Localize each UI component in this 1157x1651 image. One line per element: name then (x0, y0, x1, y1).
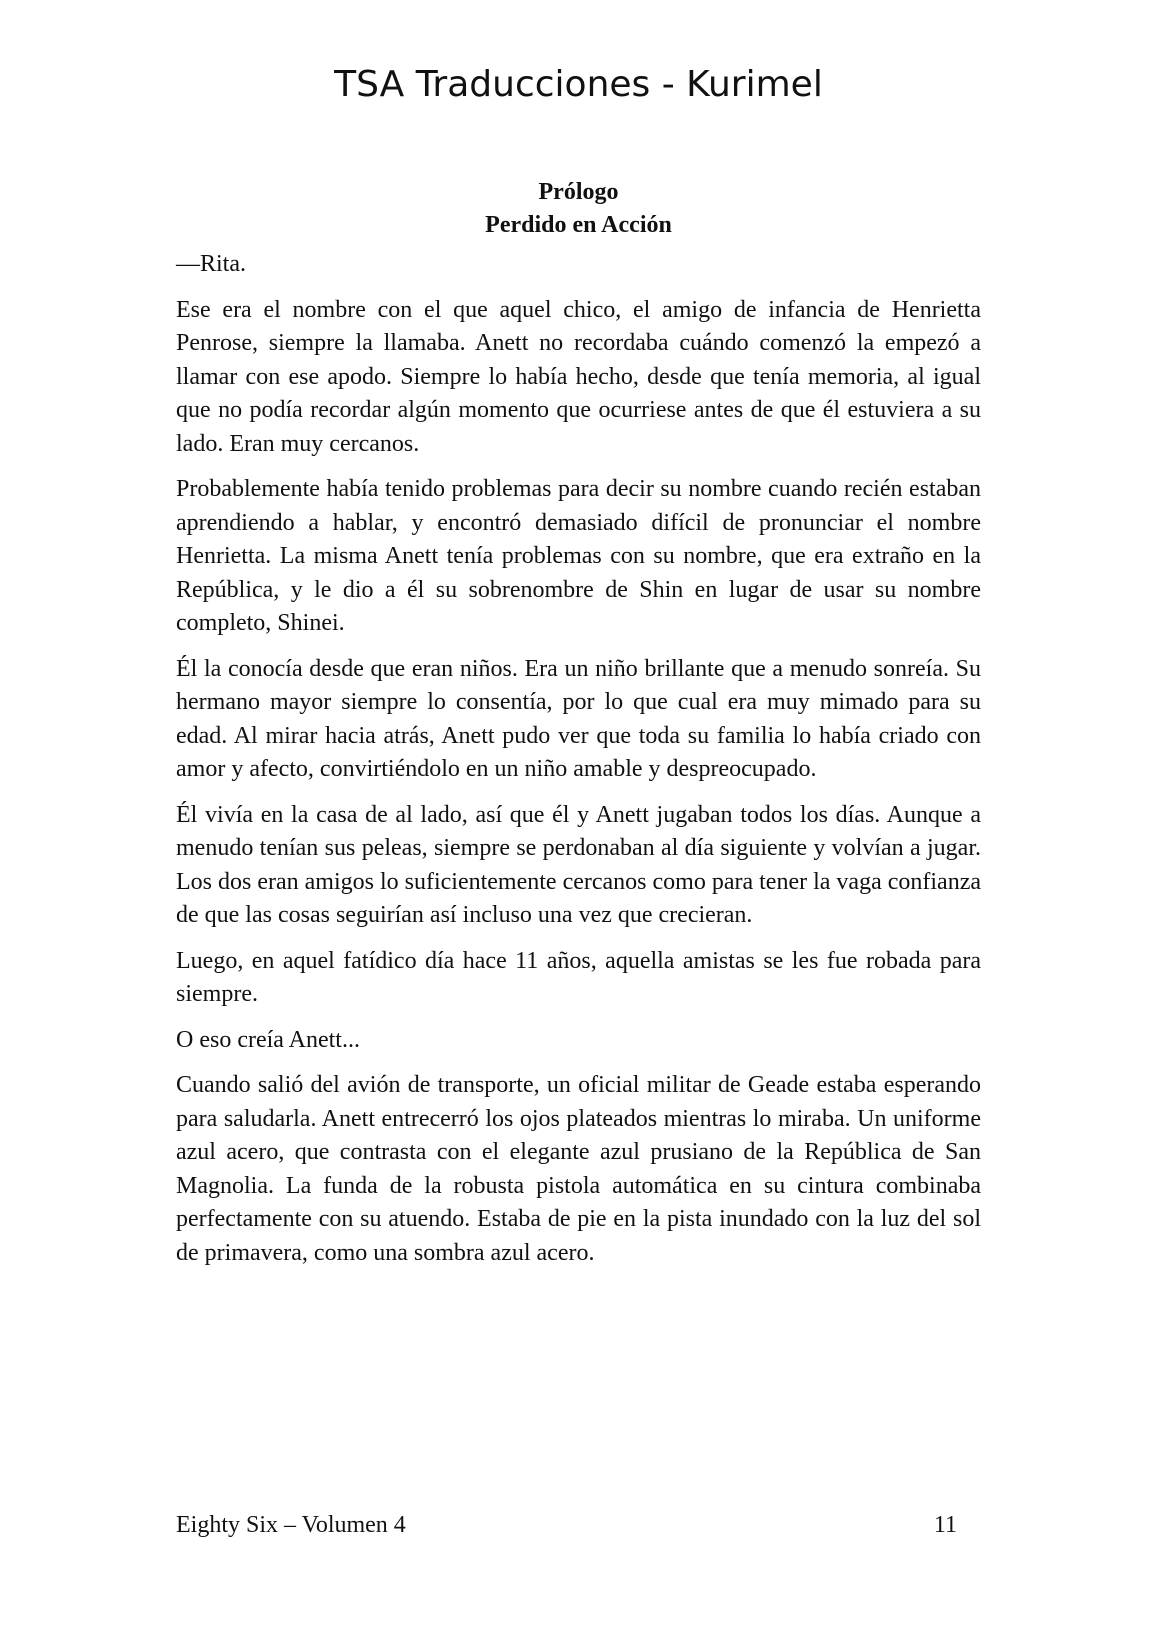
chapter-heading (0, 176, 1157, 242)
paragraph: Luego, en aquel fatídico día hace 11 años, aquella amistas se les fue robada para siempre. (176, 947, 981, 1007)
footer-page-number: 11 (933, 1512, 957, 1538)
chapter-label: Prólogo (538, 179, 619, 205)
paragraph: Cuando salió del avión de transporte, un oficial militar de Geade estaba esperando para saludarla. Anett entrecerró los ojos plateados mientras lo miraba. Un uniforme azul acero, que contrasta con el elegante azul prusiano de la República de San Magnolia. La funda de la robusta pistola automática en su cintura combinaba perfectamente con su atuendo. Estaba de pie en la pista inundado con la luz del sol de primavera, como una sombra azul acero. (176, 1072, 981, 1266)
paragraph: —Rita. (176, 251, 246, 277)
chapter-title: Perdido en Acción (485, 212, 672, 238)
paragraph: Ese era el nombre con el que aquel chico, el amigo de infancia de Henrietta Penrose, siempre la llamaba. Anett no recordaba cuándo comenzó la empezó a llamar con ese apodo. Siempre lo había hecho, desde que tenía memoria, al igual que no podía recordar algún momento que ocurriese antes de que él estuviera a su lado. Eran muy cercanos. (176, 296, 981, 457)
page-header: TSA Traducciones - Kurimel (334, 64, 823, 105)
body-text (176, 248, 981, 1282)
footer-book-title: Eighty Six – Volumen 4 (176, 1512, 406, 1538)
paragraph: Él la conocía desde que eran niños. Era un niño brillante que a menudo sonreía. Su hermano mayor siempre lo consentía, por lo que cual era muy mimado para su edad. Al mirar hacia atrás, Anett pudo ver que toda su familia lo había criado con amor y afecto, convirtiéndolo en un niño amable y despreocupado. (176, 655, 981, 782)
paragraph: O eso creía Anett... (176, 1026, 360, 1053)
paragraph: Probablemente había tenido problemas para decir su nombre cuando recién estaban aprendiendo a hablar, y encontró demasiado difícil de pronunciar el nombre Henrietta. La misma Anett tenía problemas con su nombre, que era extraño en la República, y le dio a él su sobrenombre de Shin en lugar de usar su nombre completo, Shinei. (176, 476, 981, 636)
paragraph: Él vivía en la casa de al lado, así que él y Anett jugaban todos los días. Aunque a menudo tenían sus peleas, siempre se perdonaban al día siguiente y volvían a jugar. Los dos eran amigos lo suficientemente cercanos como para tener la vaga confianza de que las cosas seguirían así incluso una vez que crecieran. (176, 801, 981, 928)
